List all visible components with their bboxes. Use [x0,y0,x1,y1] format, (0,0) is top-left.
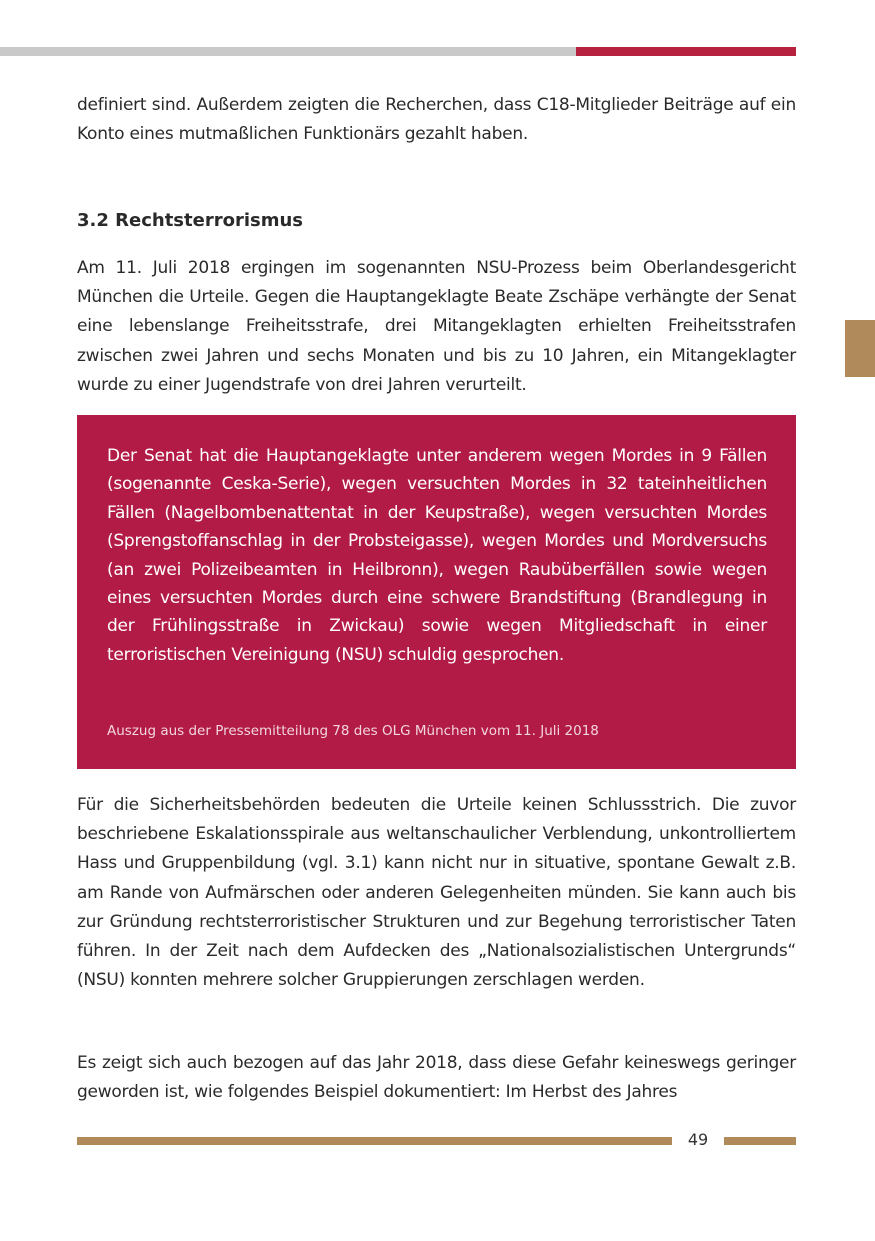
header-rule-red [576,47,796,56]
section-heading: 3.2 Rechtsterrorismus [77,210,304,231]
page-number: 49 [687,1130,709,1149]
chapter-side-tab [845,320,875,377]
quote-source: Auszug aus der Pressemitteilung 78 des OLG München vom 11. Juli 2018 [107,723,599,739]
quote-text: Der Senat hat die Hauptangeklagte unter anderem wegen Mordes in 9 Fällen (sogenannte Ceska-Serie), wegen versuchten Mordes in 32 tateinheitlichen Fällen (Nagelbombenattentat in der Keupstraße), wegen versuchten Mordes (Sprengstoffanschlag in der Probsteigasse), wegen Mordes und Mordversuchs (an zwei Polizeibeamten in Heilbronn), wegen Raubüberfällen sowie wegen eines versuchten Mordes durch eine schwere Brandstiftung (Brandlegung in der Frühlingsstraße in Zwickau) sowie wegen Mitgliedschaft in einer terroristischen Vereinigung (NSU) schuldig gesprochen. [107,446,767,665]
footer-rule-left [77,1137,672,1145]
quote-box [77,415,796,769]
paragraph-2018-example: Es zeigt sich auch bezogen auf das Jahr 2018, dass diese Gefahr keineswegs geringer geworden ist, wie folgendes Beispiel dokumentiert: Im Herbst des Jahres [77,1053,796,1103]
paragraph-security-authorities: Für die Sicherheitsbehörden bedeuten die Urteile keinen Schlussstrich. Die zuvor beschriebene Eskalationsspirale aus weltanschaulicher Verblendung, unkontrolliertem Hass und Gruppenbildung (vgl. 3.1) kann nicht nur in situative, spontane Gewalt z.B. am Rande von Aufmärschen oder anderen Gelegenheiten münden. Sie kann auch bis zur Gründung rechtsterroristischer Strukturen und zur Begehung terroristischer Taten führen. In der Zeit nach dem Aufdecken des „Nationalsozialistischen Untergrunds“ (NSU) konnten mehrere solcher Gruppierungen zerschlagen werden. [77,795,796,991]
header-rule-gray [0,47,576,56]
footer-rule-right [724,1137,796,1145]
paragraph-nsu-verdict: Am 11. Juli 2018 ergingen im sogenannten NSU-Prozess beim Oberlandesgericht München die Urteile. Gegen die Hauptangeklagte Beate Zschäpe verhängte der Senat eine lebenslange Freiheitsstrafe, drei Mitangeklagten erhielten Freiheitsstrafen zwischen zwei Jahren und sechs Monaten und bis zu 10 Jahren, ein Mitangeklagter wurde zu einer Jugendstrafe von drei Jahren verurteilt. [77,258,796,395]
paragraph-continuation: definiert sind. Außerdem zeigten die Recherchen, dass C18-Mitglieder Beiträge auf ein Konto eines mutmaßlichen Funktionärs gezahlt haben. [77,95,796,145]
